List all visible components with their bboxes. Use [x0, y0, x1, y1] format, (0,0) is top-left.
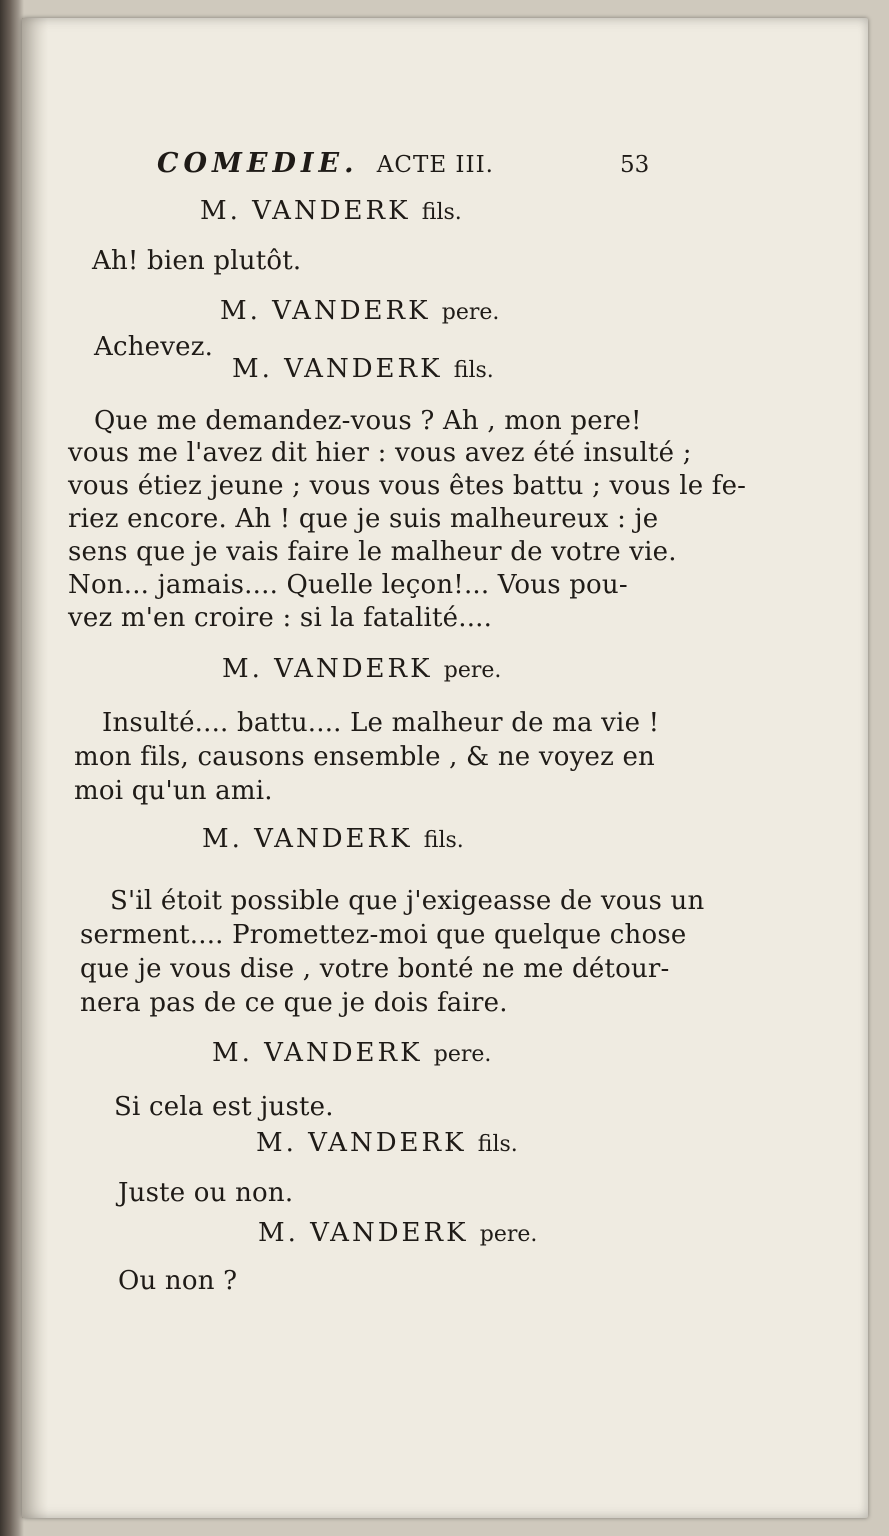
- page-gutter-shadow: [22, 18, 48, 1518]
- speech-line: que je vous dise , votre bonté ne me détour-: [80, 954, 670, 984]
- speaker-name: M. VANDERK: [258, 1218, 469, 1248]
- speaker-name: M. VANDERK: [200, 196, 411, 226]
- speech-line: Que me demandez-vous ? Ah , mon pere!: [94, 406, 642, 436]
- speaker-role: pere.: [443, 658, 502, 683]
- speech-line: Achevez.: [94, 332, 214, 362]
- speaker-heading: [258, 1218, 537, 1248]
- speech-line: mon fils, causons ensemble , & ne voyez en: [74, 742, 655, 772]
- book-page: [22, 18, 868, 1518]
- speech-line: vez m'en croire : si la fatalité....: [68, 603, 493, 633]
- speech-line: Non... jamais.... Quelle leçon!... Vous pou-: [68, 570, 628, 600]
- speaker-name: M. VANDERK: [202, 824, 413, 854]
- speaker-heading: [222, 654, 501, 684]
- speech-line: riez encore. Ah ! que je suis malheureux : je: [68, 504, 659, 534]
- speaker-role: pere.: [441, 300, 500, 325]
- act-label: ACTE III.: [376, 152, 494, 178]
- speech-line: nera pas de ce que je dois faire.: [80, 988, 508, 1018]
- speaker-heading: [220, 296, 499, 326]
- speech-line: vous étiez jeune ; vous vous êtes battu ; vous le fe-: [68, 471, 747, 501]
- speech-line: S'il étoit possible que j'exigeasse de vous un: [110, 886, 705, 916]
- running-head: [157, 148, 494, 179]
- speaker-name: M. VANDERK: [212, 1038, 423, 1068]
- speech-line: moi qu'un ami.: [74, 776, 273, 806]
- speaker-role: fils.: [423, 828, 464, 853]
- speaker-heading: [212, 1038, 491, 1068]
- speech-line: Juste ou non.: [118, 1178, 294, 1208]
- speech-line: Ah! bien plutôt.: [92, 246, 302, 276]
- speaker-name: M. VANDERK: [256, 1128, 467, 1158]
- speaker-heading: [256, 1128, 518, 1158]
- speaker-name: M. VANDERK: [220, 296, 431, 326]
- speech-line: Ou non ?: [118, 1266, 238, 1296]
- speaker-heading: [232, 354, 494, 384]
- speech-line: Si cela est juste.: [114, 1092, 334, 1122]
- speaker-name: M. VANDERK: [232, 354, 443, 384]
- speaker-name: M. VANDERK: [222, 654, 433, 684]
- speech-line: serment.... Promettez-moi que quelque chose: [80, 920, 687, 950]
- speech-line: vous me l'avez dit hier : vous avez été insulté ;: [68, 438, 692, 468]
- speech-line: Insulté.... battu.... Le malheur de ma vie !: [102, 708, 660, 738]
- speaker-heading: [202, 824, 464, 854]
- speaker-role: fils.: [421, 200, 462, 225]
- page-number: 53: [620, 152, 650, 178]
- speaker-role: pere.: [433, 1042, 492, 1067]
- speaker-role: fils.: [477, 1132, 518, 1157]
- running-title: COMEDIE.: [157, 148, 359, 179]
- speech-line: sens que je vais faire le malheur de votre vie.: [68, 537, 677, 567]
- speaker-role: pere.: [479, 1222, 538, 1247]
- speaker-heading: [200, 196, 462, 226]
- speaker-role: fils.: [453, 358, 494, 383]
